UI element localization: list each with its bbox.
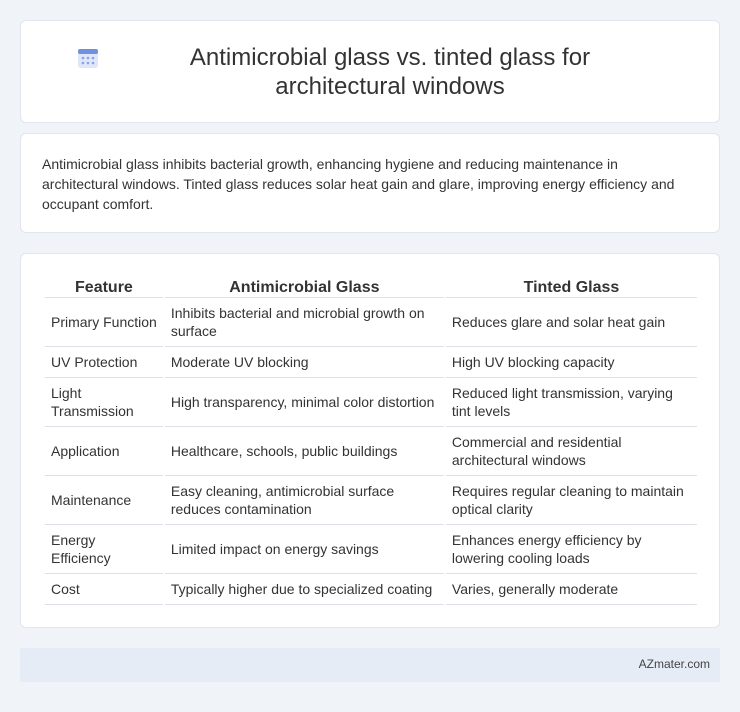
row-tinted-value: Varies, generally moderate bbox=[446, 574, 697, 605]
row-feature: Primary Function bbox=[45, 298, 163, 347]
row-tinted-value: Reduced light transmission, varying tint levels bbox=[446, 378, 697, 427]
table-row bbox=[45, 427, 697, 476]
row-antimicrobial-value: Inhibits bacterial and microbial growth on surface bbox=[165, 298, 444, 347]
row-tinted-value: Reduces glare and solar heat gain bbox=[446, 298, 697, 347]
comparison-table-card bbox=[20, 253, 720, 628]
row-tinted-value: Commercial and residential architectural windows bbox=[446, 427, 697, 476]
intro-paragraph: Antimicrobial glass inhibits bacterial growth, enhancing hygiene and reducing maintenance in architectural windows. Tinted glass reduces solar heat gain and glare, improving energy efficiency and occupant comfort. bbox=[42, 156, 675, 212]
comparison-table bbox=[43, 278, 699, 605]
row-feature: Cost bbox=[45, 574, 163, 605]
header-feature: Feature bbox=[45, 278, 163, 298]
table-header-row bbox=[45, 278, 697, 298]
header-tinted-glass: Tinted Glass bbox=[446, 278, 697, 298]
row-tinted-value: Requires regular cleaning to maintain optical clarity bbox=[446, 476, 697, 525]
table-row bbox=[45, 298, 697, 347]
row-feature: Application bbox=[45, 427, 163, 476]
row-antimicrobial-value: Typically higher due to specialized coating bbox=[165, 574, 444, 605]
row-antimicrobial-value: Moderate UV blocking bbox=[165, 347, 444, 378]
page-title-text: Antimicrobial glass vs. tinted glass for architectural windows bbox=[189, 44, 591, 100]
table-row bbox=[45, 378, 697, 427]
intro-card bbox=[20, 133, 720, 233]
row-tinted-value: High UV blocking capacity bbox=[446, 347, 697, 378]
row-antimicrobial-value: High transparency, minimal color distortion bbox=[165, 378, 444, 427]
table-row bbox=[45, 347, 697, 378]
row-antimicrobial-value: Limited impact on energy savings bbox=[165, 525, 444, 574]
row-tinted-value: Enhances energy efficiency by lowering cooling loads bbox=[446, 525, 697, 574]
footer bbox=[20, 648, 720, 682]
footer-brand: AZmater.com bbox=[638, 657, 710, 671]
row-feature: Energy Efficiency bbox=[45, 525, 163, 574]
row-feature: UV Protection bbox=[45, 347, 163, 378]
table-row bbox=[45, 525, 697, 574]
table-row bbox=[45, 574, 697, 605]
header-antimicrobial-glass: Antimicrobial Glass bbox=[165, 278, 444, 298]
table-row bbox=[45, 476, 697, 525]
row-antimicrobial-value: Easy cleaning, antimicrobial surface reduces contamination bbox=[165, 476, 444, 525]
row-feature: Maintenance bbox=[45, 476, 163, 525]
page-title bbox=[21, 43, 719, 101]
row-antimicrobial-value: Healthcare, schools, public buildings bbox=[165, 427, 444, 476]
title-card bbox=[20, 20, 720, 123]
row-feature: Light Transmission bbox=[45, 378, 163, 427]
